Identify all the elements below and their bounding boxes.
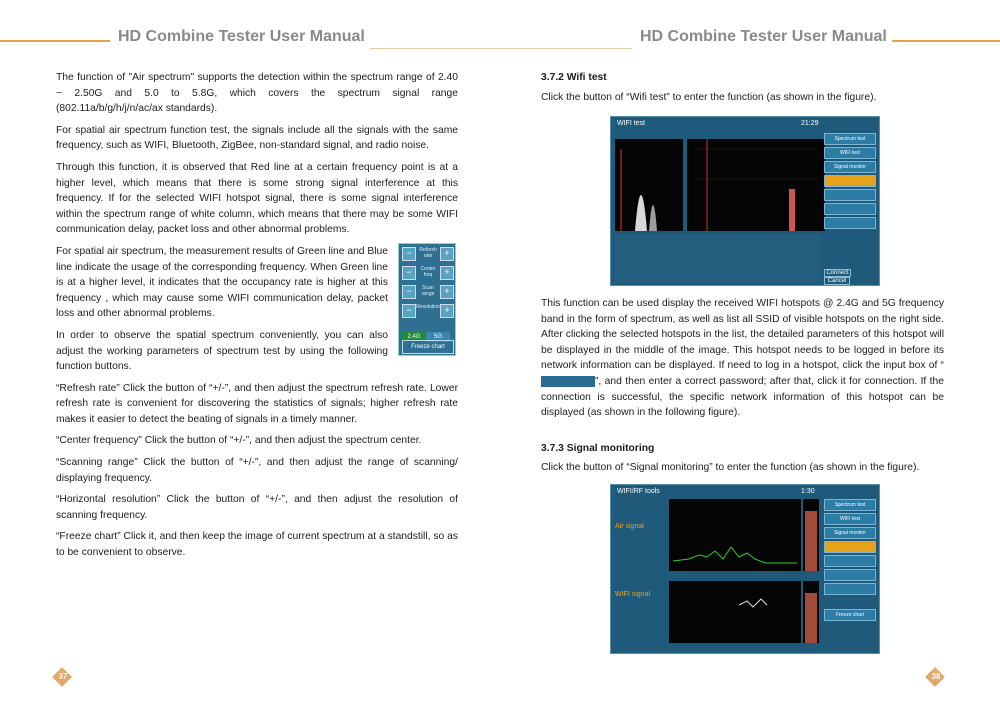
hotspot-details [615,235,821,283]
side-item [824,541,876,553]
band-2g: 2.4G [402,332,426,342]
minus-icon: − [402,247,416,261]
paragraph: Click the button of “Signal monitoring” to enter the function (as shown in the figure). [541,462,920,474]
cancel-label: Cancel [824,277,850,285]
connect-label: Connect [824,269,851,277]
section-title-wifi-test: 3.7.2 Wifi test [541,72,607,83]
signal-monitoring-screenshot [610,484,880,654]
side-item: Signal monitor [824,161,876,173]
paragraph-part: ”, and then enter a correct password; after that, click it for connection. If the connection is successful, the specific network information of this hotspot can be displayed (as shown in the following figure). [541,375,944,419]
screen1-side-menu [824,133,876,231]
screen-title: WIFI/RF tools [617,488,660,495]
page-number-left [53,668,73,688]
panel-row [402,247,452,261]
paragraph: “Freeze chart” Click it, and then keep the image of current spectrum at a standstill, so as to be convenient to observe. [56,531,458,559]
paragraph: For spatial air spectrum, the measurement results of Green line and Blue line indicate the usage of the corresponding frequency. When Green line is at a higher level, it indicates that the occupancy rate is higher at this frequency , which may cause some WIFI communication delay, packet loss and other abnormal problems. [56,245,388,320]
spectrum-graph [687,139,825,231]
wifi-signal-label: WIFI signal [615,591,651,598]
paragraph: “Center frequency” Click the button of “+/-”, and then adjust the spectrum center. [56,435,422,447]
paragraph-part: This function can be used display the received WIFI hotspots @ 2.4G and 5G frequency band in the form of spectrum, as well as list all SSID of visible hotspots on the right side. After clicking the selected hotspots in the list, the detailed parameters of this hotspot will be displayed in the middle of the image. This hotspot needs to be logged in before its network information can be displayed. If need to log in a hotspot, click the input box of “ [541,298,944,372]
band-selector [402,325,452,340]
panel-row-label: Resolution [416,304,440,310]
side-item: Spectrum test [824,499,876,511]
panel-row-label: Center freq [420,266,436,278]
header-rule-middle [370,48,632,49]
wifi-signal-plot [669,581,801,643]
plus-icon: + [440,266,454,280]
plus-icon: + [440,304,454,318]
paragraph: Through this function, it is observed that Red line at a certain frequency point is at a higher level, which means that there is some strong signal interference at this frequency. If for the selected WIFI hotspot signal, there is some signal interference within the spectrum range of white column, which means that there may be some WIFI communication delay, packet loss and other abnormal problems. [56,161,458,236]
paragraph: The function of "Air spectrum" supports the detection within the spectrum range of 2.40 ~ 2.50G and 5.0 to 5.8G, which covers the spectrum signal range (802.11a/b/g/h/j/n/ac/ax standards). [56,72,458,115]
band-5g: 5G [426,332,450,342]
spectrum-control-panel [398,243,456,356]
password-input-image [541,376,595,387]
minus-icon: − [402,266,416,280]
screen1-bottom-buttons [824,269,876,284]
page-number-text: 38 [931,672,941,681]
wifi-signal-bar [803,581,819,643]
panel-row-label: Scan range [421,285,435,297]
header-rule-right [892,40,1000,42]
side-item [824,189,876,201]
signal-graph [669,499,801,571]
paragraph: Click the button of “Wifi test” to enter the function (as shown in the figure). [541,91,877,103]
paragraph: For spatial air spectrum function test, the signals include all the signals with the same frequency, such as WIFI, Bluetooth, ZigBee, non-standard signal, and radio noise. [56,124,458,152]
paragraph [541,296,944,421]
header-title-right: HD Combine Tester User Manual [640,28,887,45]
plus-icon: + [440,247,454,261]
side-item [824,569,876,581]
plus-icon: + [440,285,454,299]
minus-icon: − [402,304,416,318]
side-item: Signal monitor [824,527,876,539]
signal-bar-fill [805,511,817,571]
header-rule-left [0,40,110,42]
signal-bar-fill [805,593,817,643]
page-number-right [926,668,946,688]
side-item: Freeze chart [824,609,876,621]
side-item [824,203,876,215]
minus-icon: − [402,285,416,299]
paragraph: “Scanning range” Click the button of “+/-”, and then adjust the range of scanning/ displaying frequency. [56,457,458,484]
paragraph: “Horizontal resolution” Click the button of “+/-”, and then adjust the resolution of scanning frequency. [56,494,458,521]
freeze-chart-label: Freeze chart [402,340,454,354]
side-item: WIFI test [824,513,876,525]
right-column [541,70,944,111]
screen-time: 1:30 [801,488,815,495]
paragraph: In order to observe the spatial spectrum conveniently, you can also adjust the working parameters of spectrum test by using the following function buttons. [56,329,388,373]
side-item [824,583,876,595]
air-signal-label: Air signal [615,523,644,530]
side-item [824,175,876,187]
side-item [824,555,876,567]
side-item [824,217,876,229]
spectrum-plot-24g [615,139,683,231]
spectrum-plot-5g [687,139,825,231]
panel-row [402,266,452,280]
header-title-left: HD Combine Tester User Manual [118,28,365,45]
spectrum-graph [615,139,683,231]
panel-row [402,304,452,318]
side-item: Spectrum test [824,133,876,145]
wifi-test-screenshot [610,116,880,286]
side-item: WIFI test [824,147,876,159]
screen-time: 21:29 [801,120,819,127]
air-signal-plot [669,499,801,571]
air-signal-bar [803,499,819,571]
paragraph: “Refresh rate” Click the button of “+/-”, and then adjust the spectrum refresh rate. Lower refresh rate is convenient for discovering the statistics of signals; higher refresh rate makes it easier to detect the beating of signals in a timely manner. [56,382,458,425]
section-title-signal-monitoring: 3.7.3 Signal monitoring [541,442,655,454]
signal-graph [669,581,801,643]
right-column-lower [541,296,944,482]
screen2-side-menu [824,499,876,623]
panel-row-label: Refresh rate [419,247,437,259]
page-number-text: 37 [58,672,68,681]
panel-row [402,285,452,299]
screen-title: WIFI test [617,120,645,127]
